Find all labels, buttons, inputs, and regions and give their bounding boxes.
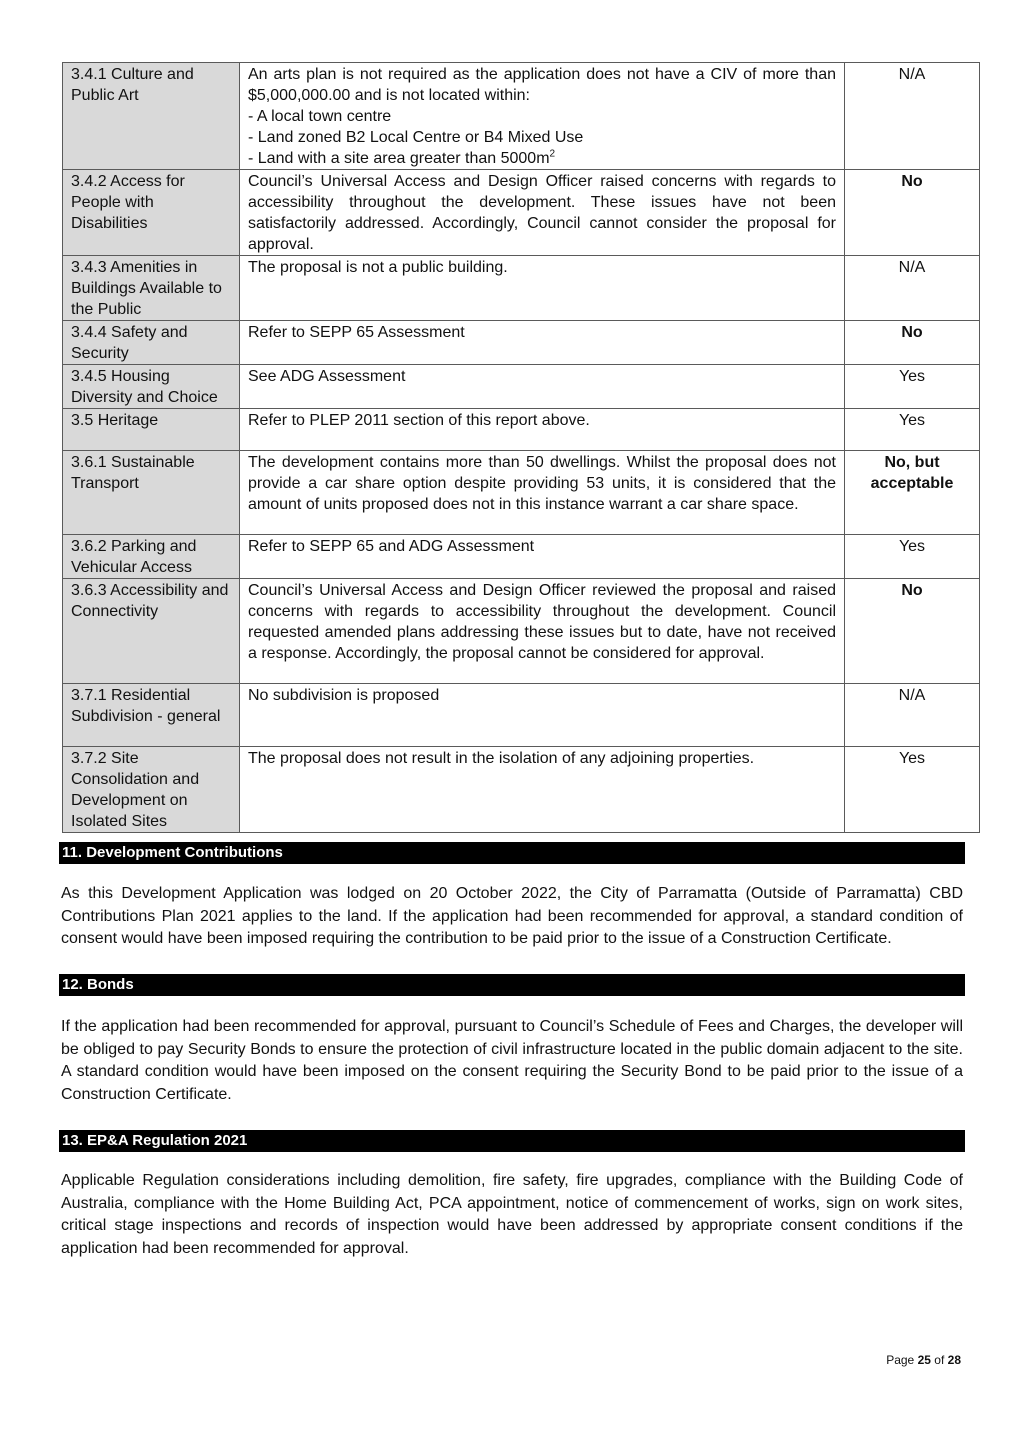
section-body: As this Development Application was lodged on 20 October 2022, the City of Parramatta (Outside of Parramatta) CBD Contributions Plan 2021 applies to the land. If the application had been recommended for approval, a standard condition of consent would have been imposed requiring the contribution to be paid prior to the issue of a Construction Certificate.	[61, 885, 963, 947]
page-label: Page	[886, 1353, 915, 1367]
section-body: Applicable Regulation considerations including demolition, fire safety, fire upgrades, compliance with the Building Code of Australia, compliance with the Home Building Act, PCA appointment, notice of commencement of works, sign on work sites, critical stage inspections and records of inspection would have been addressed by appropriate consent conditions if the application had been recommended for approval.	[61, 1172, 963, 1257]
comment-cell: Council’s Universal Access and Design Officer raised concerns with regards to accessibility throughout the development. These issues have not been satisfactorily addressed. Accordingly, Council cannot consider the proposal for approval.	[240, 170, 845, 256]
table-row	[63, 63, 980, 170]
complies-cell: No	[845, 579, 980, 684]
compliance-table	[62, 62, 980, 833]
table-row	[63, 321, 980, 365]
clause-cell: 3.4.5 Housing Diversity and Choice	[63, 365, 240, 409]
table-row	[63, 365, 980, 409]
complies-cell: Yes	[845, 535, 980, 579]
table-row	[63, 747, 980, 833]
clause-cell: 3.5 Heritage	[63, 409, 240, 451]
comment-line: - Land zoned B2 Local Centre or B4 Mixed Use	[248, 129, 584, 146]
comment-cell: Council’s Universal Access and Design Officer reviewed the proposal and raised concerns with regards to accessibility throughout the development. Council requested amended plans addressing these issues but to date, have not received a response. Accordingly, the proposal cannot be considered for approval.	[240, 579, 845, 684]
complies-cell: No, but acceptable	[845, 451, 980, 535]
section-heading: 12. Bonds	[59, 974, 965, 996]
comment-line	[248, 148, 836, 169]
complies-cell: N/A	[845, 63, 980, 170]
section-body: If the application had been recommended for approval, pursuant to Council’s Schedule of Fees and Charges, the developer will be obliged to pay Security Bonds to ensure the protection of civil infrastructure located in the public domain adjacent to the site. A standard condition would have been imposed on the consent requiring the Security Bond to be paid prior to the issue of a Construction Certificate.	[61, 1018, 963, 1103]
comment-line: - A local town centre	[248, 108, 392, 125]
clause-cell: 3.4.2 Access for People with Disabilities	[63, 170, 240, 256]
clause-cell: 3.4.1 Culture and Public Art	[63, 63, 240, 170]
comment-cell: See ADG Assessment	[240, 365, 845, 409]
clause-cell: 3.4.3 Amenities in Buildings Available to the Public	[63, 256, 240, 321]
comment-cell: No subdivision is proposed	[240, 684, 845, 747]
complies-cell: Yes	[845, 747, 980, 833]
section-heading: 13. EP&A Regulation 2021	[59, 1130, 965, 1152]
clause-cell: 3.7.1 Residential Subdivision - general	[63, 684, 240, 747]
clause-cell: 3.6.1 Sustainable Transport	[63, 451, 240, 535]
complies-cell: N/A	[845, 256, 980, 321]
table-row	[63, 684, 980, 747]
complies-cell: Yes	[845, 409, 980, 451]
table-row	[63, 170, 980, 256]
table-row	[63, 579, 980, 684]
complies-cell: No	[845, 170, 980, 256]
page-footer	[886, 1353, 961, 1367]
clause-cell: 3.6.3 Accessibility and Connectivity	[63, 579, 240, 684]
table-row	[63, 256, 980, 321]
clause-cell: 3.4.4 Safety and Security	[63, 321, 240, 365]
section-heading: 11. Development Contributions	[59, 842, 965, 864]
comment-cell: The development contains more than 50 dwellings. Whilst the proposal does not provide a car share option despite providing 53 units, it is considered that the amount of units proposed does not in this instance warrant a car share space.	[240, 451, 845, 535]
complies-cell: N/A	[845, 684, 980, 747]
page-total: 28	[947, 1353, 961, 1367]
complies-cell: No	[845, 321, 980, 365]
table-row	[63, 409, 980, 451]
clause-cell: 3.6.2 Parking and Vehicular Access	[63, 535, 240, 579]
comment-cell	[240, 63, 845, 170]
superscript: 2	[549, 148, 556, 160]
comment-cell: Refer to PLEP 2011 section of this report above.	[240, 409, 845, 451]
comment-cell: The proposal is not a public building.	[240, 256, 845, 321]
comment-cell: Refer to SEPP 65 and ADG Assessment	[240, 535, 845, 579]
comment-cell: Refer to SEPP 65 Assessment	[240, 321, 845, 365]
complies-cell: Yes	[845, 365, 980, 409]
comment-line: An arts plan is not required as the application does not have a CIV of more than $5,000,000.00 and is not located within:	[248, 66, 836, 104]
table-row	[63, 535, 980, 579]
table-row	[63, 451, 980, 535]
comment-text: - Land with a site area greater than 5000m	[248, 150, 550, 167]
clause-cell: 3.7.2 Site Consolidation and Development on Isolated Sites	[63, 747, 240, 833]
page-of-label: of	[934, 1353, 945, 1367]
comment-cell: The proposal does not result in the isolation of any adjoining properties.	[240, 747, 845, 833]
page-number: 25	[917, 1353, 931, 1367]
